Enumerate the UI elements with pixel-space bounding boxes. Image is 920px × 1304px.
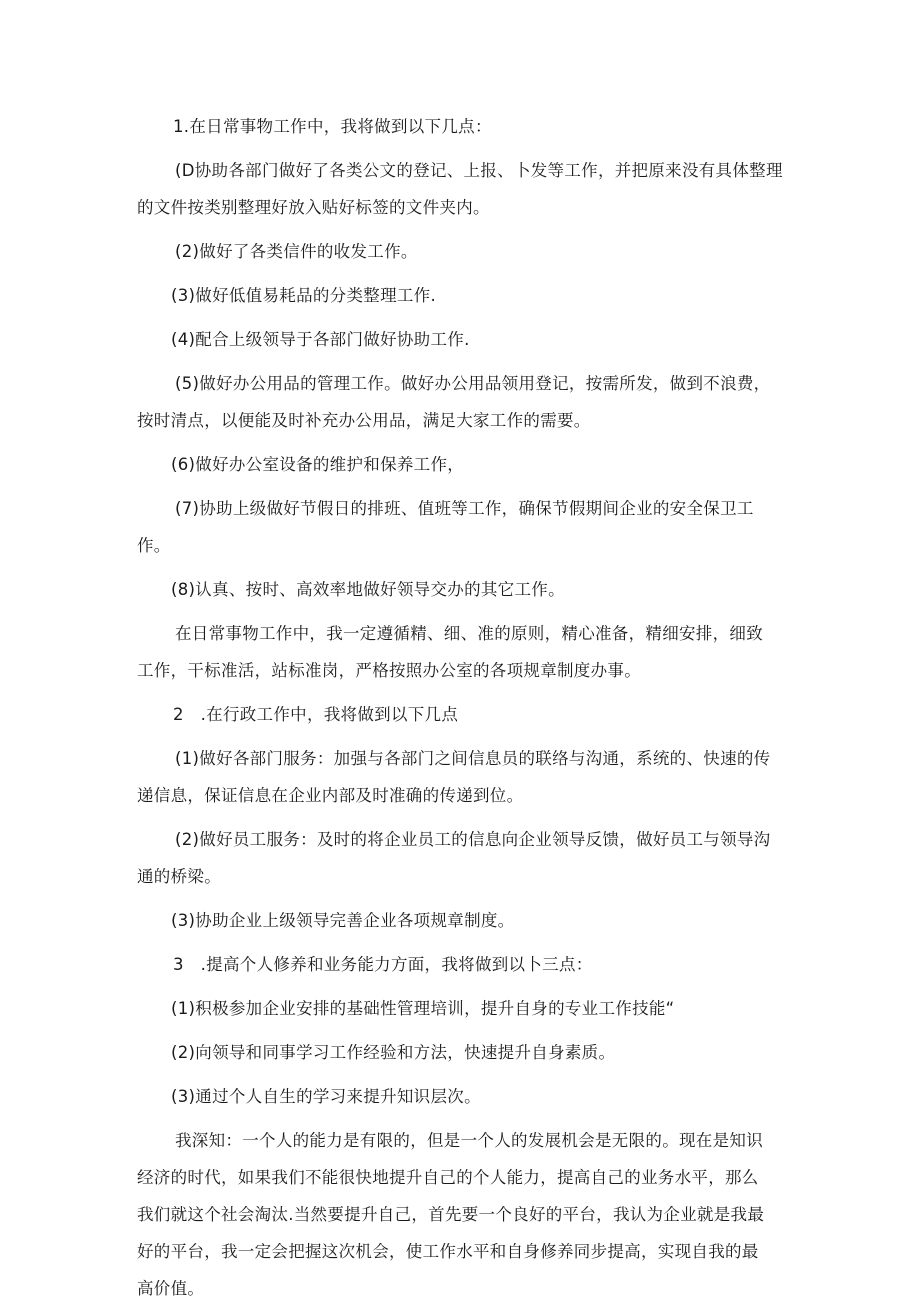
text-line: 1.在日常事物工作中，我将做到以下几点： (173, 117, 492, 136)
text-line: 我们就这个社会淘汰.当然要提升自己，首先要一个良好的平台，我认为企业就是我最 (137, 1205, 765, 1224)
text-line: (2)做好了各类信件的收发工作。 (175, 242, 418, 261)
text-line: 3 .提高个人修养和业务能力方面，我将做到以卜三点： (173, 955, 593, 974)
text-line: 通的桥梁。 (137, 867, 221, 886)
text-line: 按时清点，以便能及时补充办公用品，满足大家工作的需要。 (137, 411, 591, 430)
text-line: 工作，干标准活，站标准岗，严格按照办公室的各项规章制度办事。 (137, 661, 641, 680)
text-line: (8)认真、按时、高效率地做好领导交办的其它工作。 (171, 580, 565, 599)
text-line: 在日常事物工作中，我一定遵循精、细、准的原则，精心准备，精细安排，细致 (175, 624, 763, 643)
text-line: (4)配合上级领导于各部门做好协助工作. (171, 330, 470, 349)
text-line: 作。 (137, 536, 171, 555)
text-line: (3)协助企业上级领导完善企业各项规章制度。 (171, 911, 515, 930)
text-line: (1)积极参加企业安排的基础性管理培训，提升自身的专业工作技能“ (171, 999, 675, 1018)
text-line: (2)做好员工服务：及时的将企业员工的信息向企业领导反馈，做好员工与领导沟 (175, 830, 771, 849)
document-body (137, 112, 787, 1304)
text-line: 2 .在行政工作中，我将做到以下几点 (173, 705, 459, 724)
text-line: 高价值。 (137, 1279, 205, 1298)
text-line: (6)做好办公室设备的维护和保养工作， (171, 455, 465, 474)
text-line: (7)协助上级做好节假日的排班、值班等工作，确保节假期间企业的安全保卫工 (175, 499, 754, 518)
text-line: (D协助各部门做好了各类公文的登记、上报、卜发等工作，并把原来没有具体整理 (175, 161, 783, 180)
text-line: (5)做好办公用品的管理工作。做好办公用品领用登记，按需所发，做到不浪费， (175, 374, 771, 393)
text-line: 经济的时代，如果我们不能很快地提升自己的个人能力，提高自己的业务水平，那么 (137, 1168, 759, 1187)
text-line: 好的平台，我一定会把握这次机会，使工作水平和自身修养同步提高，实现自我的最 (137, 1242, 759, 1261)
text-line: 的文件按类别整理好放入贴好标签的文件夹内。 (137, 198, 490, 217)
text-line: (3)做好低值易耗品的分类整理工作. (171, 286, 437, 305)
text-line: (3)通过个人自生的学习来提升知识层次。 (171, 1087, 481, 1106)
text-line: 递信息，保证信息在企业内部及时准确的传递到位。 (137, 786, 524, 805)
text-line: (2)向领导和同事学习工作经验和方法，快速提升自身素质。 (171, 1043, 616, 1062)
text-line: 我深知：一个人的能力是有限的，但是一个人的发展机会是无限的。现在是知识 (175, 1131, 763, 1150)
text-line: (1)做好各部门服务：加强与各部门之间信息员的联络与沟通，系统的、快速的传 (175, 749, 771, 768)
